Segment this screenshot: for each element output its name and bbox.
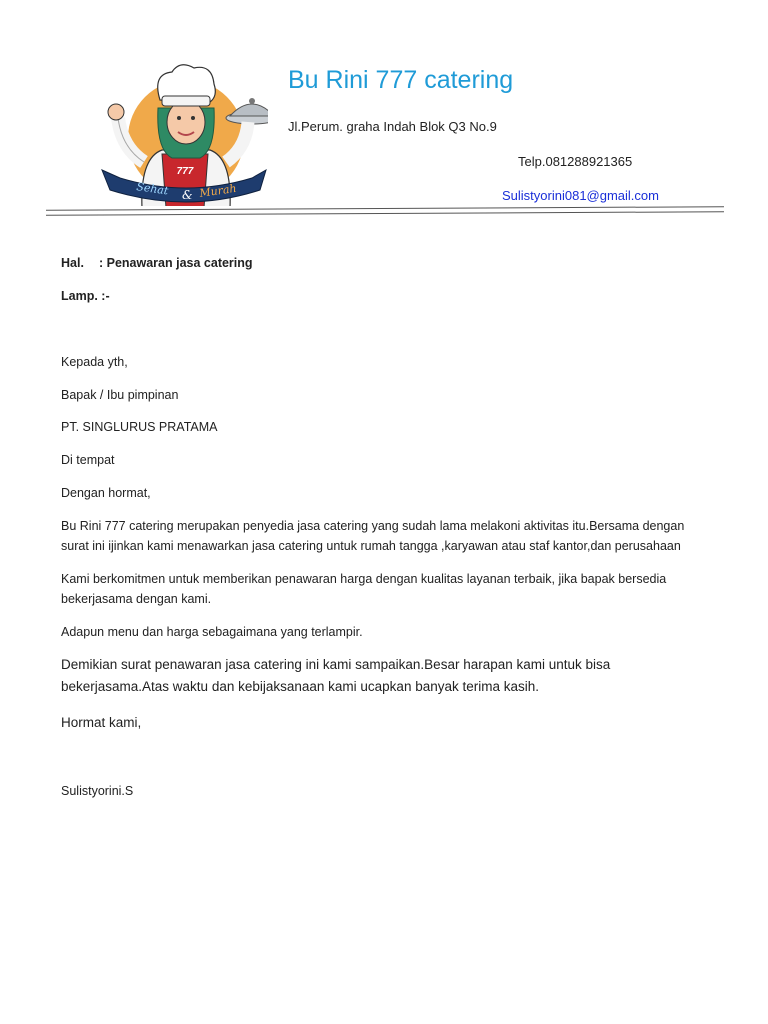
business-phone: Telp.081288921365	[518, 154, 633, 169]
apron-number: 777	[176, 166, 194, 177]
banner-text-right: Murah	[198, 181, 238, 200]
serving-tray-icon	[230, 104, 268, 116]
chef-logo	[100, 58, 268, 206]
paragraph-closing: Demikian surat penawaran jasa catering ini kami sampaikan.Besar harapan kami untuk bisa bekerjasama.Atas waktu dan kebijaksanaan kami ucapkan banyak terima kasih.	[61, 657, 611, 694]
ok-hand-icon	[108, 104, 124, 120]
paragraph-intro: Bu Rini 777 catering merupakan penyedia jasa catering yang sudah lama melakoni aktivitas itu.Bersama dengan surat ini ijinkan kami menawarkan jasa catering untuk rumah tangga ,karyawan atau staf kantor,dan perusahaan	[61, 519, 685, 553]
business-address: Jl.Perum. graha Indah Blok Q3 No.9	[288, 119, 497, 134]
recipient-greeting: Kepada yth,	[61, 355, 128, 369]
recipient-place: Di tempat	[61, 453, 115, 467]
banner-text-left: Sehat	[135, 180, 170, 198]
signature-name: Sulistyorini.S	[61, 784, 134, 798]
salutation: Dengan hormat,	[61, 486, 151, 500]
closing-phrase: Hormat kami,	[61, 715, 142, 730]
subject-value: : Penawaran jasa catering	[99, 256, 253, 270]
header-divider-bottom	[46, 211, 724, 216]
subject-label: Hal.	[61, 256, 84, 270]
paragraph-commitment: Kami berkomitmen untuk memberikan penawaran harga dengan kualitas layanan terbaik, jika bapak bersedia bekerjasama dengan kami.	[61, 572, 667, 606]
business-email-link[interactable]: Sulistyorini081@gmail.com	[502, 188, 659, 203]
paragraph-menu: Adapun menu dan harga sebagaimana yang terlampir.	[61, 625, 363, 639]
business-name: Bu Rini 777 catering	[288, 66, 514, 94]
attachment-line: Lamp. :-	[61, 289, 110, 303]
recipient-company: PT. SINGLURUS PRATAMA	[61, 420, 218, 434]
recipient-name: Bapak / Ibu pimpinan	[61, 388, 179, 402]
banner-text-mid: &	[182, 188, 193, 202]
header-divider-top	[46, 206, 724, 211]
